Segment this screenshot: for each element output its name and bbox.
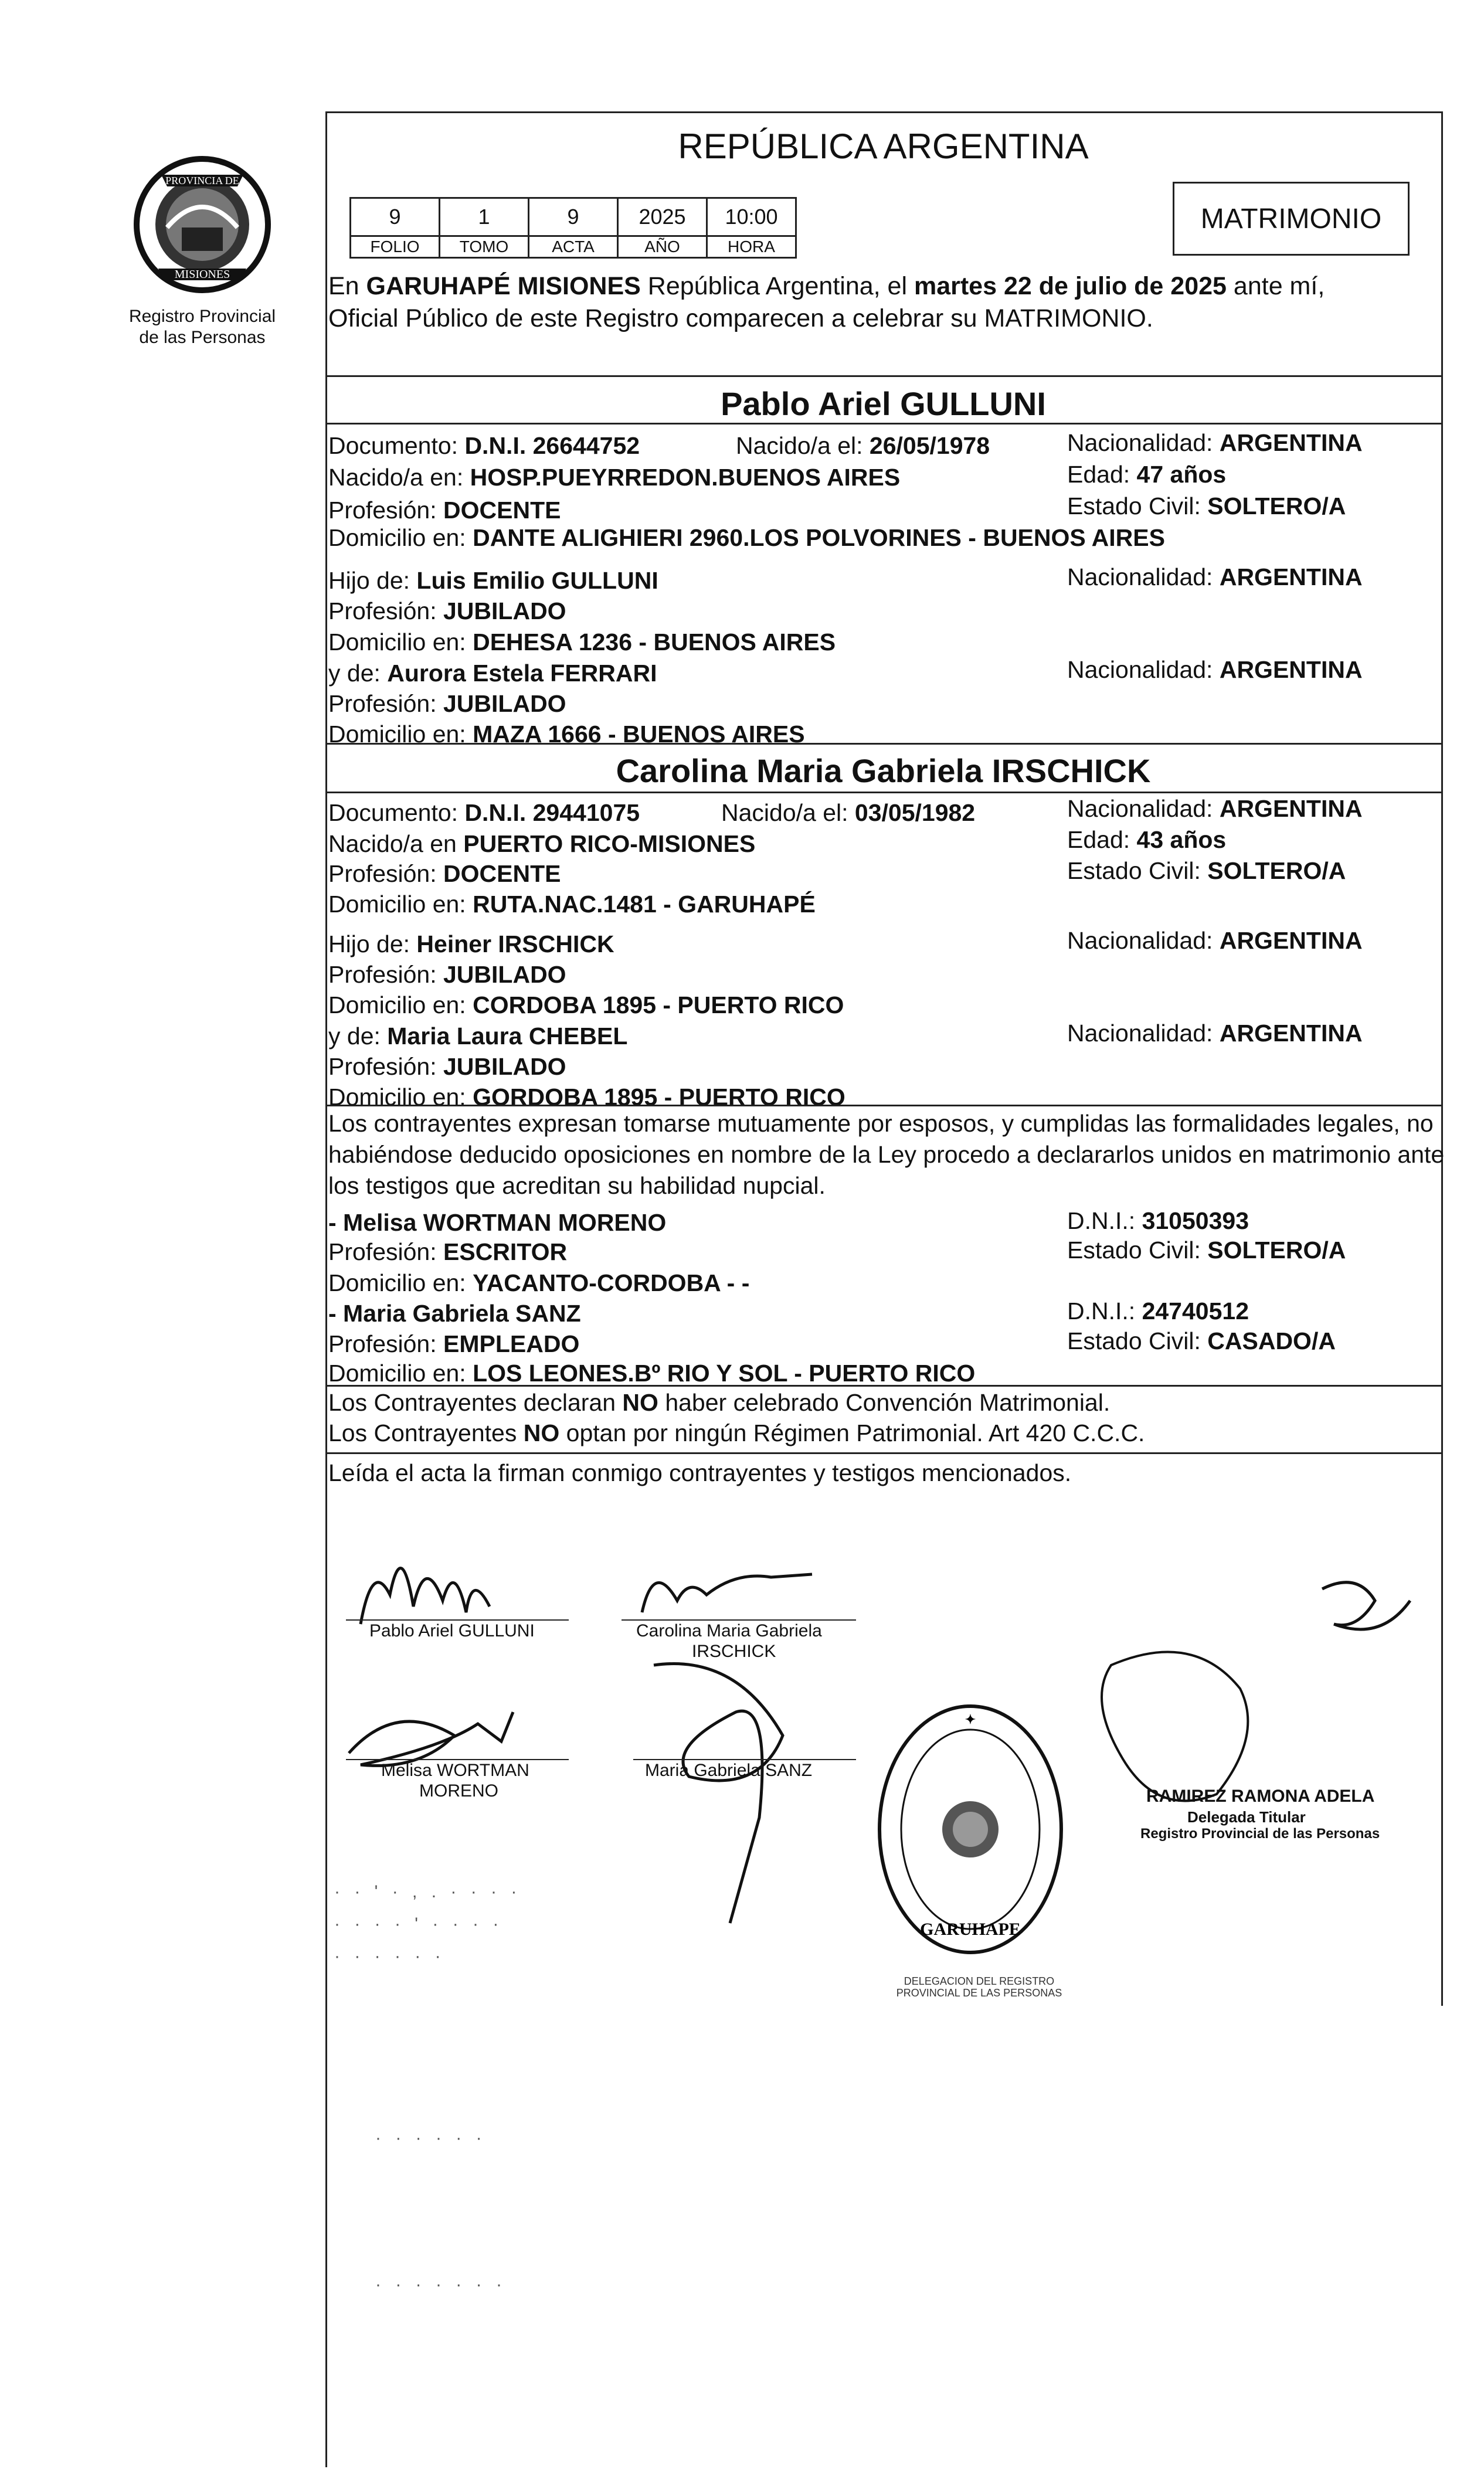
divider (325, 1452, 1441, 1454)
label: Profesión: (328, 1330, 443, 1357)
value: DANTE ALIGHIERI 2960.LOS POLVORINES - BUENOS AIRES (473, 524, 1165, 551)
label: Estado Civil: (1067, 1237, 1208, 1264)
country-title: REPÚBLICA ARGENTINA (678, 127, 1089, 166)
label: Profesión: (328, 860, 443, 887)
act-number-table (349, 197, 797, 259)
witness1-name: - Melisa WORTMAN MORENO (328, 1209, 667, 1236)
acta-value: 9 (529, 198, 618, 236)
tomo-value: 1 (440, 198, 529, 236)
value: DEHESA 1236 - BUENOS AIRES (473, 629, 836, 656)
tomo-caption: TOMO (440, 236, 529, 258)
spouse1-age (1067, 461, 1226, 488)
intro-text-b: República Argentina, el (640, 272, 914, 300)
officer-registry: Registro Provincial de las Personas (1140, 1826, 1380, 1842)
scan-noise: · · · · · · · (375, 2275, 507, 2294)
signature-4 (654, 1664, 783, 1924)
value: CASADO/A (1207, 1327, 1336, 1354)
convention-line1 (328, 1390, 1110, 1416)
value: GORDOBA 1895 - PUERTO RICO (473, 1084, 845, 1110)
declaration-line2: habiéndose deducido oposiciones en nombre de la Ley procedo a declararlos unidos en matrimonio ante (328, 1141, 1445, 1168)
label: D.N.I.: (1067, 1298, 1142, 1325)
label: Edad: (1067, 461, 1137, 488)
label: Domicilio en: (328, 891, 473, 918)
label: Estado Civil: (1067, 1327, 1208, 1354)
label: Documento: (328, 432, 465, 459)
spouse1-mother (328, 660, 657, 687)
value: 26/05/1978 (869, 432, 990, 459)
scan-noise: · · · · ' · · · · (334, 1914, 504, 1934)
spouse2-father-profession (328, 962, 566, 988)
spouse1-address (328, 525, 1165, 551)
spouse1-civil-status (1067, 493, 1346, 519)
spouse2-father-nationality (1067, 928, 1363, 954)
declaration-line1: Los contrayentes expresan tomarse mutuamente por esposos, y cumplidas las formalidades legales, no (328, 1110, 1434, 1137)
label: Nacionalidad: (1067, 563, 1220, 590)
signature-line (633, 1759, 856, 1760)
signature-name-spouse1: Pablo Ariel GULLUNI (369, 1621, 535, 1641)
registry-name-line1: Registro Provincial (128, 307, 276, 326)
value: MAZA 1666 - BUENOS AIRES (473, 721, 805, 748)
year-caption: AÑO (618, 236, 707, 258)
spouse2-mother-nationality (1067, 1020, 1363, 1047)
label: Profesión: (328, 597, 443, 624)
signature-line (622, 1619, 856, 1621)
witness2-profession (328, 1331, 579, 1357)
witness1-dni (1067, 1208, 1249, 1234)
label: Profesión: (328, 961, 443, 988)
value: 47 años (1136, 461, 1227, 488)
registry-name (114, 306, 290, 348)
spouse2-mother-profession (328, 1054, 566, 1080)
svg-text:GARUHAPE: GARUHAPE (920, 1920, 1021, 1939)
intro-text-a: En (328, 272, 366, 300)
label: Profesión: (328, 497, 443, 524)
acta-caption: ACTA (529, 236, 618, 258)
spouse2-father-address (328, 992, 844, 1018)
spouse1-father-address (328, 629, 836, 656)
value: HOSP.PUEYRREDON.BUENOS AIRES (470, 464, 901, 491)
margin-line (325, 2004, 327, 2467)
label: Hijo de: (328, 567, 417, 594)
value: JUBILADO (443, 597, 566, 624)
spouse2-mother-address (328, 1084, 845, 1110)
value: PUERTO RICO-MISIONES (463, 830, 756, 857)
label: Domicilio en: (328, 721, 473, 748)
divider (325, 792, 1441, 793)
text: Los Contrayentes (328, 1419, 524, 1446)
emphasis: NO (622, 1389, 658, 1416)
value: SOLTERO/A (1207, 857, 1346, 884)
value: ARGENTINA (1219, 563, 1363, 590)
label: Nacido/a en: (328, 464, 470, 491)
officer-title: Delegada Titular (1187, 1808, 1306, 1826)
scan-noise: · · ' · , . · · · · (334, 1882, 522, 1901)
label: Domicilio en: (328, 524, 473, 551)
witness1-civil-status (1067, 1237, 1346, 1264)
svg-text:PROVINCIA DE: PROVINCIA DE (165, 175, 239, 186)
declaration-line3: los testigos que acreditan su habilidad nupcial. (328, 1172, 826, 1199)
signature-line (346, 1759, 569, 1760)
value: Maria Laura CHEBEL (387, 1023, 628, 1050)
spouse2-address (328, 891, 816, 918)
label: Hijo de: (328, 930, 417, 957)
text: Los Contrayentes declaran (328, 1389, 623, 1416)
value: Aurora Estela FERRARI (387, 660, 657, 687)
value: RUTA.NAC.1481 - GARUHAPÉ (473, 891, 816, 918)
divider (325, 1105, 1441, 1106)
spouse2-civil-status (1067, 858, 1346, 884)
value: DOCENTE (443, 860, 561, 887)
signature-name-spouse2-line2: IRSCHICK (692, 1642, 776, 1661)
scan-noise: · · · · · · (375, 2128, 487, 2148)
label: y de: (328, 1023, 388, 1050)
spouse2-born-in (328, 831, 755, 857)
svg-text:MISIONES: MISIONES (174, 268, 230, 281)
label: Domicilio en: (328, 629, 473, 656)
divider (325, 423, 1441, 424)
spouse2-father (328, 931, 614, 957)
witness2-dni (1067, 1298, 1249, 1325)
label: Profesión: (328, 1238, 443, 1265)
text: haber celebrado Convención Matrimonial. (658, 1389, 1111, 1416)
label: Estado Civil: (1067, 493, 1208, 519)
label: Nacido/a en (328, 830, 464, 857)
value: ESCRITOR (443, 1238, 568, 1265)
scan-noise: · · · · · · (334, 1947, 446, 1966)
witness2-name: - Maria Gabriela SANZ (328, 1300, 581, 1327)
label: Domicilio en: (328, 991, 473, 1018)
witness1-profession (328, 1239, 567, 1265)
spouse2-nationality (1067, 796, 1363, 822)
value: JUBILADO (443, 690, 566, 717)
signature-name-witness1-line1: Melisa WORTMAN (381, 1761, 529, 1780)
emphasis: NO (523, 1419, 560, 1446)
value: ARGENTINA (1219, 429, 1363, 456)
witness1-address (328, 1270, 749, 1296)
witness2-address (328, 1360, 975, 1387)
spouse1-born-in (328, 464, 900, 491)
official-stamp-legend: DELEGACION DEL REGISTRO PROVINCIAL DE LAS PERSONAS (896, 1975, 1062, 1999)
intro-line2: Oficial Público de este Registro comparecen a celebrar su MATRIMONIO. (328, 304, 1153, 332)
value: D.N.I. 29441075 (464, 799, 640, 826)
year-value: 2025 (618, 198, 707, 236)
label: Profesión: (328, 1053, 443, 1080)
intro-text-c: ante mí, (1226, 272, 1325, 300)
spouse1-father (328, 568, 658, 594)
label: Domicilio en: (328, 1084, 473, 1110)
value: SOLTERO/A (1207, 493, 1346, 519)
label: Nacido/a el: (736, 432, 870, 459)
signature-name-spouse2-line1: Carolina Maria Gabriela (636, 1621, 822, 1641)
officer-name: RAMIREZ RAMONA ADELA (1146, 1787, 1375, 1806)
value: JUBILADO (443, 961, 566, 988)
value: EMPLEADO (443, 1330, 580, 1357)
spouse2-document (328, 800, 640, 826)
value: 31050393 (1142, 1207, 1249, 1234)
label: Nacionalidad: (1067, 429, 1220, 456)
value: ARGENTINA (1219, 795, 1363, 822)
convention-line2 (328, 1420, 1145, 1446)
signature-2 (642, 1574, 812, 1612)
intro-line1 (328, 273, 1325, 300)
label: Documento: (328, 799, 465, 826)
closing-text: Leída el acta la firman conmigo contrayentes y testigos mencionados. (328, 1459, 1072, 1486)
value: Heiner IRSCHICK (416, 930, 614, 957)
label: Nacido/a el: (721, 799, 855, 826)
spouse2-mother (328, 1023, 627, 1050)
spouse1-document (328, 433, 640, 459)
value: D.N.I. 26644752 (464, 432, 640, 459)
value: SOLTERO/A (1207, 1237, 1346, 1264)
intro-date: martes 22 de julio de 2025 (914, 272, 1227, 300)
text: optan por ningún Régimen Patrimonial. Art 420 C.C.C. (559, 1419, 1145, 1446)
folio-value: 9 (351, 198, 440, 236)
spouse2-profession (328, 861, 561, 887)
svg-text:✦: ✦ (965, 1712, 976, 1727)
value: ARGENTINA (1219, 927, 1363, 954)
label: Domicilio en: (328, 1360, 473, 1387)
value: ARGENTINA (1219, 656, 1363, 683)
value: 24740512 (1142, 1298, 1249, 1325)
spouse1-profession (328, 497, 561, 524)
label: Estado Civil: (1067, 857, 1208, 884)
spouse1-mother-profession (328, 691, 566, 717)
label: Nacionalidad: (1067, 927, 1220, 954)
label: Nacionalidad: (1067, 1020, 1220, 1047)
value: CORDOBA 1895 - PUERTO RICO (473, 991, 844, 1018)
value: ARGENTINA (1219, 1020, 1363, 1047)
signature-line (346, 1619, 569, 1621)
spouse2-name: Carolina Maria Gabriela IRSCHICK (616, 752, 1151, 789)
value: DOCENTE (443, 497, 561, 524)
value: 03/05/1982 (854, 799, 976, 826)
value: JUBILADO (443, 1053, 566, 1080)
label: y de: (328, 660, 388, 687)
hour-value: 10:00 (707, 198, 796, 236)
label: Nacionalidad: (1067, 795, 1220, 822)
label: Nacionalidad: (1067, 656, 1220, 683)
spouse1-name: Pablo Ariel GULLUNI (721, 385, 1046, 422)
value: Luis Emilio GULLUNI (416, 567, 658, 594)
divider (325, 1385, 1441, 1387)
signature-name-witness1-line2: MORENO (419, 1781, 498, 1801)
label: D.N.I.: (1067, 1207, 1142, 1234)
intro-place: GARUHAPÉ MISIONES (366, 272, 641, 300)
hour-caption: HORA (707, 236, 796, 258)
value: YACANTO-CORDOBA - - (473, 1269, 750, 1296)
act-type-box: MATRIMONIO (1173, 182, 1410, 256)
signature-name-witness2: Maria Gabriela SANZ (645, 1761, 813, 1780)
signature-3 (349, 1712, 513, 1765)
signature-5 (1102, 1652, 1248, 1801)
spouse2-born-on (721, 800, 975, 826)
value: LOS LEONES.Bº RIO Y SOL - PUERTO RICO (473, 1360, 976, 1387)
spouse1-born-on (736, 433, 990, 459)
value: 43 años (1136, 826, 1227, 853)
divider (325, 375, 1441, 377)
label: Domicilio en: (328, 1269, 473, 1296)
spouse1-mother-nationality (1067, 657, 1363, 683)
spouse1-father-nationality (1067, 564, 1363, 590)
witness2-civil-status (1067, 1328, 1336, 1354)
spouse1-nationality (1067, 430, 1363, 456)
label: Profesión: (328, 690, 443, 717)
divider (325, 743, 1441, 745)
spouse1-father-profession (328, 598, 566, 624)
folio-caption: FOLIO (351, 236, 440, 258)
official-stamp (874, 1700, 1067, 1958)
signature-1 (361, 1568, 490, 1624)
registry-name-line2: de las Personas (139, 328, 266, 347)
spouse2-age (1067, 827, 1226, 853)
label: Edad: (1067, 826, 1137, 853)
provincial-seal-logo (126, 151, 279, 298)
signature-6 (1322, 1582, 1410, 1629)
